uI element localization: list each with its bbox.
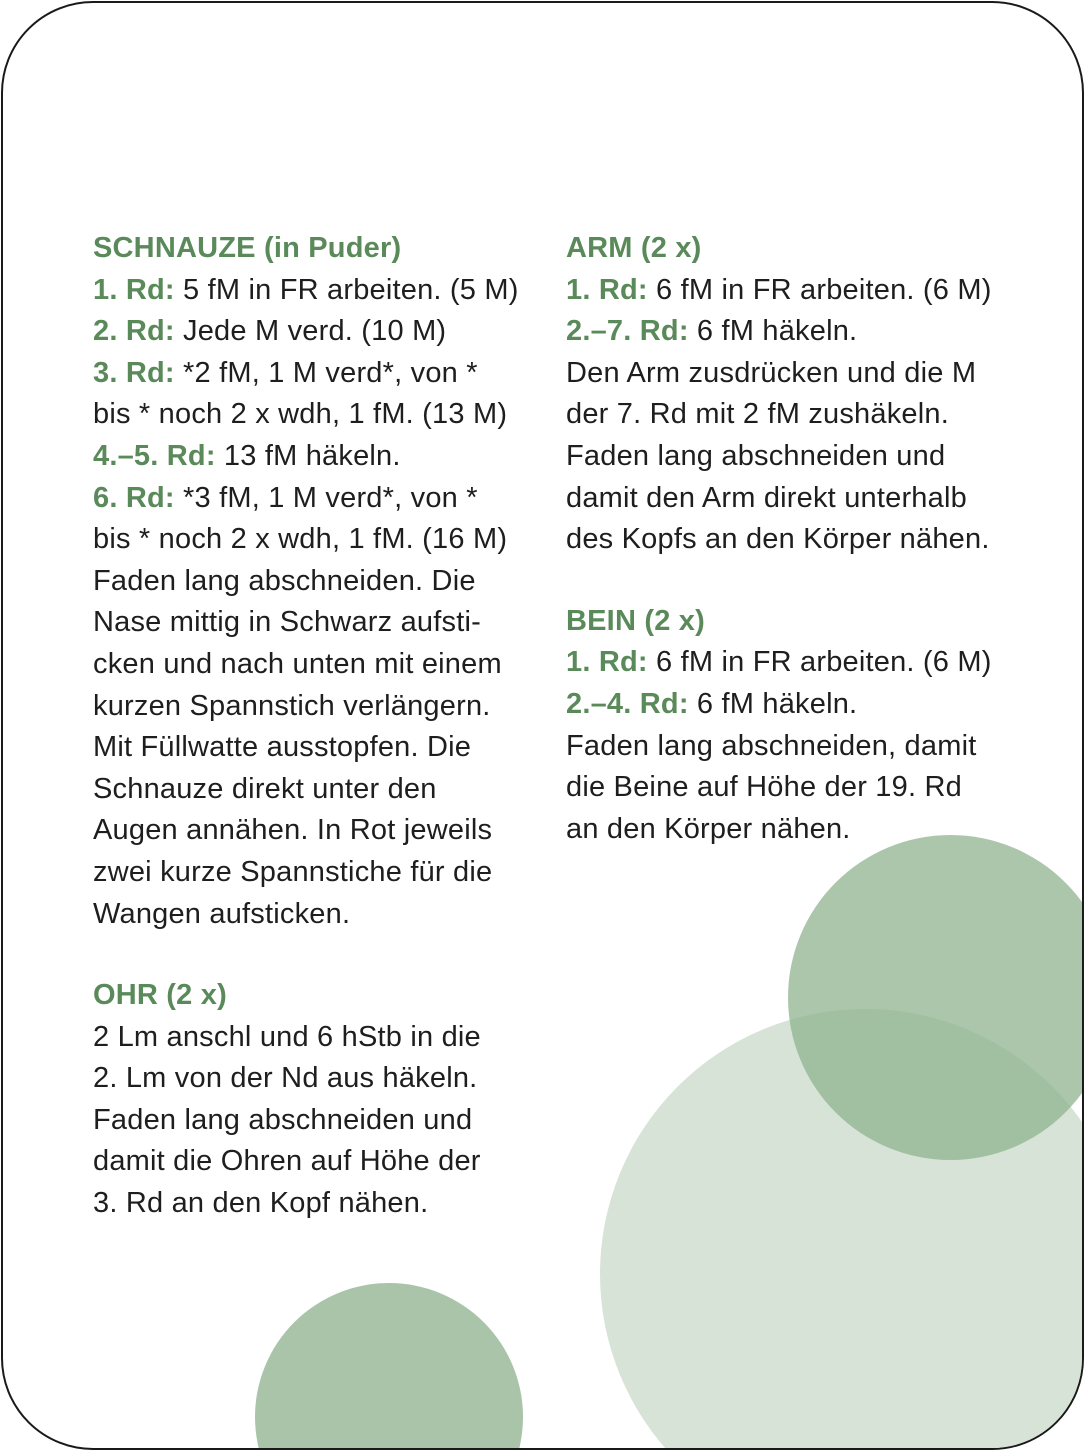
schnauze-round-6 [93,478,543,520]
round-text: 13 fM häkeln. [215,439,401,472]
round-label: 2.–7. Rd: [566,315,689,348]
schnauze-desc-line: Nase mittig in Schwarz aufsti- [93,606,481,639]
right-column [566,228,1026,850]
round-text: 6 fM in FR arbeiten. (6 M) [647,273,992,306]
ohr-desc-line: 2. Lm von der Nd aus häkeln. [93,1062,478,1095]
round-label: 2.–4. Rd: [566,687,689,720]
bein-heading: BEIN (2 x) [566,604,705,637]
round-label: 1. Rd: [93,273,175,306]
bein-round-2-4 [566,684,1026,726]
round-label: 1. Rd: [566,646,648,679]
bein-round-1 [566,642,1026,684]
schnauze-desc-line: Schnauze direkt unter den [93,772,437,805]
round-text: *2 fM, 1 M verd*, von * [174,356,478,389]
arm-round-1 [566,270,1026,312]
decorative-circle-bottom [255,1283,523,1450]
round-text: 5 fM in FR arbeiten. (5 M) [174,273,519,306]
schnauze-desc-line: zwei kurze Spannstiche für die [93,855,493,888]
schnauze-round-6-cont: bis * noch 2 x wdh, 1 fM. (16 M) [93,523,508,556]
round-text: Jede M verd. (10 M) [174,315,447,348]
ohr-desc-line: damit die Ohren auf Höhe der [93,1145,481,1178]
round-text: 6 fM häkeln. [688,315,858,348]
ohr-desc-line: 3. Rd an den Kopf nähen. [93,1187,429,1220]
round-label: 4.–5. Rd: [93,439,216,472]
ohr-heading: OHR (2 x) [93,979,227,1012]
arm-round-2-7 [566,311,1026,353]
schnauze-desc-line: Mit Füllwatte ausstopfen. Die [93,731,472,764]
schnauze-desc-line: Augen annähen. In Rot jeweils [93,814,493,847]
arm-desc-line: Faden lang abschneiden und [566,439,946,472]
schnauze-desc-line: cken und nach unten mit einem [93,647,502,680]
round-label: 2. Rd: [93,315,175,348]
schnauze-round-3-cont: bis * noch 2 x wdh, 1 fM. (13 M) [93,398,508,431]
arm-heading: ARM (2 x) [566,232,702,264]
arm-desc-line: der 7. Rd mit 2 fM zushäkeln. [566,398,949,431]
round-text: 6 fM häkeln. [688,687,858,720]
bein-desc-line: an den Körper nähen. [566,812,851,845]
round-label: 6. Rd: [93,481,175,514]
schnauze-desc-line: kurzen Spannstich verlängern. [93,689,491,722]
round-text: *3 fM, 1 M verd*, von * [174,481,478,514]
arm-desc-line: Den Arm zusdrücken und die M [566,356,977,389]
bein-desc-line: Faden lang abschneiden, damit [566,729,977,762]
schnauze-desc-line: Wangen aufsticken. [93,897,351,930]
schnauze-round-1 [93,270,543,312]
arm-desc-line: damit den Arm direkt unterhalb [566,481,967,514]
round-label: 3. Rd: [93,356,175,389]
ohr-desc-line: 2 Lm anschl und 6 hStb in die [93,1020,481,1053]
schnauze-desc-line: Faden lang abschneiden. Die [93,564,476,597]
ohr-desc-line: Faden lang abschneiden und [93,1103,473,1136]
round-label: 1. Rd: [566,273,648,306]
round-text: 6 fM in FR arbeiten. (6 M) [647,646,992,679]
left-column [93,228,543,1225]
schnauze-round-4-5 [93,436,543,478]
schnauze-round-3 [93,353,543,395]
bein-desc-line: die Beine auf Höhe der 19. Rd [566,771,962,804]
arm-desc-line: des Kopfs an den Körper nähen. [566,523,990,556]
schnauze-heading: SCHNAUZE (in Puder) [93,232,402,264]
schnauze-round-2 [93,311,543,353]
